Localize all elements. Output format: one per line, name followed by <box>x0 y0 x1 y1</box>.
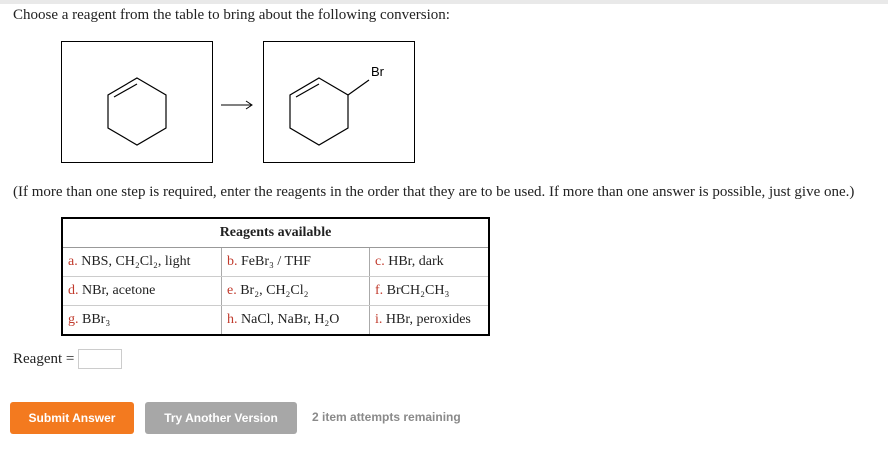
product-structure-box <box>263 41 415 163</box>
reagent-letter: i. <box>375 312 383 327</box>
reagent-text: Br₂, CH₂Cl₂ <box>240 283 309 298</box>
attempts-remaining-text: 2 item attempts remaining <box>312 410 461 424</box>
instructions-note: (If more than one step is required, enter the reagents in the order that they are to be used. If more than one answer is possible, just give one.) <box>13 184 855 200</box>
reagent-letter: f. <box>375 283 384 298</box>
reagents-table <box>61 217 490 336</box>
reagent-text: NBS, CH₂Cl₂, light <box>81 254 191 269</box>
table-row <box>62 277 489 306</box>
reagent-cell <box>222 277 370 306</box>
reagent-text: BBr₃ <box>82 312 111 327</box>
reagent-cell <box>62 306 222 336</box>
reagent-letter: e. <box>227 283 237 298</box>
top-bar <box>0 0 888 4</box>
reagent-answer-row <box>13 349 122 369</box>
reagent-letter: h. <box>227 312 238 327</box>
reagent-letter: d. <box>68 283 79 298</box>
bromocyclohexene-structure <box>264 42 414 162</box>
reagent-cell <box>370 306 490 336</box>
reagent-letter: a. <box>68 254 78 269</box>
reagent-letter: g. <box>68 312 79 327</box>
reagent-text: BrCH₂CH₃ <box>386 283 450 298</box>
bromine-label: Br <box>371 64 384 79</box>
reagent-text: NaCl, NaBr, H₂O <box>241 312 340 327</box>
reagent-cell <box>222 248 370 277</box>
reagent-input[interactable] <box>78 349 122 369</box>
reagent-cell <box>62 248 222 277</box>
cyclohexene-structure <box>62 42 212 162</box>
reagent-cell <box>370 248 490 277</box>
reactant-structure-box <box>61 41 213 163</box>
reagent-letter: b. <box>227 254 238 269</box>
table-row <box>62 306 489 336</box>
table-title: Reagents available <box>62 218 489 248</box>
reagent-text: NBr, acetone <box>82 283 156 298</box>
reaction-arrow-icon <box>221 98 255 116</box>
submit-answer-button[interactable]: Submit Answer <box>10 402 134 434</box>
try-another-version-button[interactable]: Try Another Version <box>145 402 297 434</box>
reagent-letter: c. <box>375 254 385 269</box>
reagent-text: HBr, dark <box>388 254 444 269</box>
reagent-cell <box>222 306 370 336</box>
reagent-text: HBr, peroxides <box>385 312 471 327</box>
question-prompt: Choose a reagent from the table to bring about the following conversion: <box>13 7 450 23</box>
reagent-label: Reagent = <box>13 350 75 367</box>
reagent-cell <box>62 277 222 306</box>
table-row <box>62 248 489 277</box>
reagent-cell <box>370 277 490 306</box>
reagent-text: FeBr₃ / THF <box>241 254 311 269</box>
